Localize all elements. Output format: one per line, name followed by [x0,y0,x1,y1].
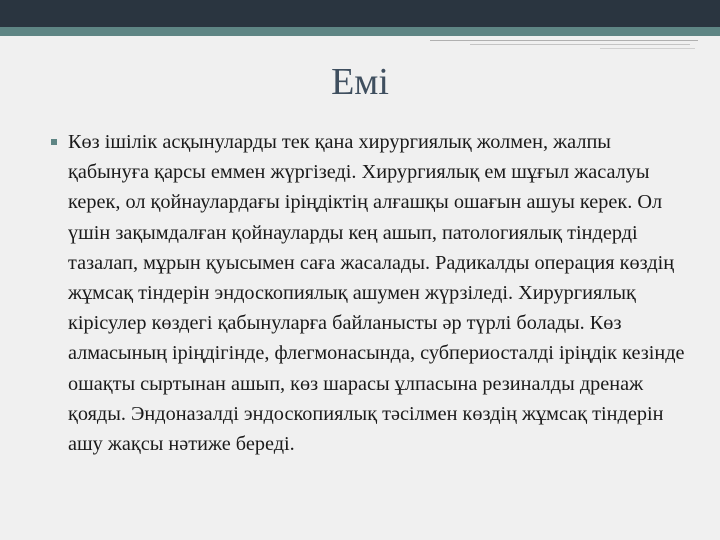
bullet-list [48,127,688,459]
decorative-line [430,40,698,41]
decorative-line [600,48,695,49]
bullet-item [48,127,688,459]
accent-band [0,27,720,36]
bullet-text: Көз ішілік асқынуларды тек қана хирургиялық жолмен, жалпы қабынуға қарсы еммен жүргізеді. Хирургиялық ем шұғыл жасалуы керек, ол қойнаулардағы іріңдіктің алғашқы ошағын ашуы керек. Ол үшін зақымдалған қойнауларды кең ашып, патологиялық тіндерді тазалап, мұрын қуысымен саға жасалады. Радикалды операция көздің жұмсақ тіндерін эндоскопиялық ашумен жүрзіледі. Хирургиялық кірісулер көздегі қабынуларға байланысты әр түрлі болады. Көз алмасының іріңдігінде, флегмонасында, субпериосталді іріңдік кезінде ошақты сыртынан ашып, көз шарасы ұлпасына резиналды дренаж қояды. Эндоназалді эндоскопиялық тәсілмен көздің жұмсақ тіндерін ашу жақсы нәтиже береді. [68,131,685,456]
decorative-line [470,44,690,45]
bullet-square-icon [51,139,57,145]
top-header-bar [0,0,720,27]
slide-title: Емі [331,61,389,103]
